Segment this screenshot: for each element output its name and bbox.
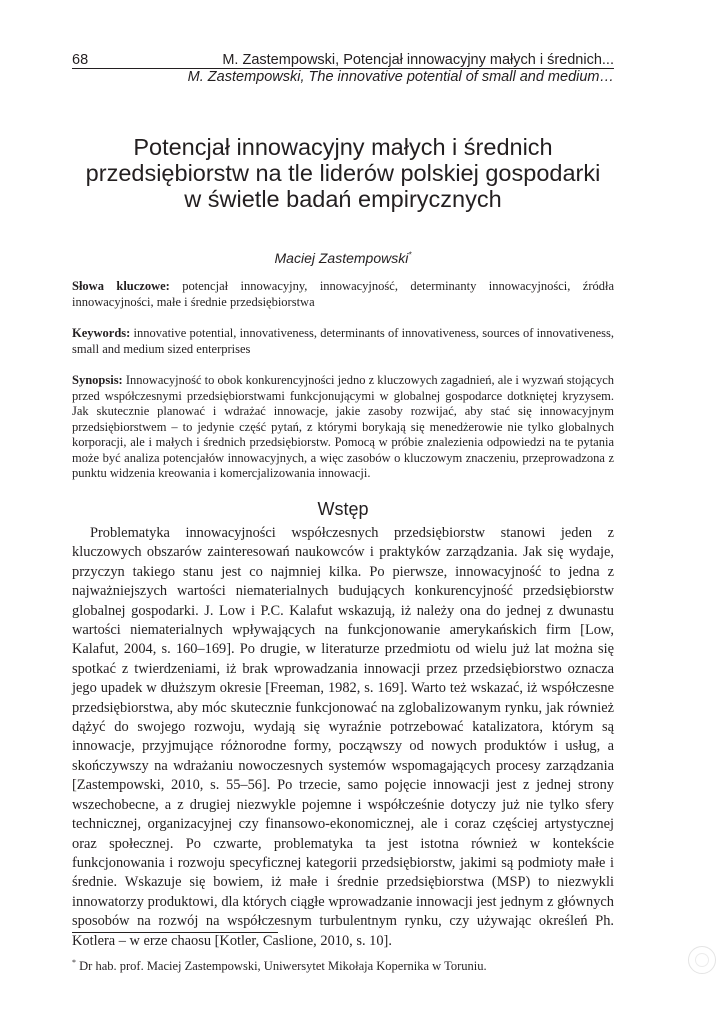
- title-line-3: w świetle badań empirycznych: [184, 186, 502, 212]
- page-number: 68: [72, 52, 89, 68]
- synopsis-label: Synopsis:: [72, 373, 123, 387]
- keywords-english-label: Keywords:: [72, 326, 131, 340]
- section-heading: Wstęp: [317, 499, 369, 519]
- title-line-2: przedsiębiorstw na tle liderów polskiej gospodarki: [85, 160, 601, 186]
- keywords-polish: [72, 279, 614, 310]
- author: [72, 250, 614, 267]
- running-header-polish: M. Zastempowski, Potencjał innowacyjny małych i średnich...: [222, 52, 614, 68]
- footnote: [72, 959, 487, 974]
- keywords-polish-text: potencjał innowacyjny, innowacyjność, determinanty innowacyjności, źródła innowacyjności, małe i średnie przedsiębiorstwa: [72, 279, 614, 309]
- title-line-1: Potencjał innowacyjny małych i średnich: [133, 134, 553, 160]
- footnote-rule: [72, 932, 278, 933]
- footnote-mark: *: [72, 957, 76, 967]
- watermark-stamp-icon: [688, 946, 716, 974]
- keywords-english-text: innovative potential, innovativeness, determinants of innovativeness, sources of innovativeness, small and medium sized enterprises: [72, 326, 614, 356]
- keywords-polish-label: Słowa kluczowe:: [72, 279, 170, 293]
- synopsis-text: Innowacyjność to obok konkurencyjności jedno z kluczowych zagadnień, ale i wyzwań stojących przed współczesnymi przedsiębiorstwami funkcjonującymi w globalnej gospodarce dotkniętej kryzysem. Jak skutecznie planować i wdrażać innowacje, jakie zasoby rozwijać, aby stać się innowacyjnym przedsiębiorstwem – to jedynie część pytań, z którymi borykają się menedżerowie nie tylko globalnych korporacji, ale i małych i średnich przedsiębiorstw. Pomocą w próbie znalezienia odpowiedzi na te pytania może być analiza potencjałów innowacyjnych, a więc zasobów o kluczowym znaczeniu, przeprowadzona z punktu widzenia kreowania i komercjalizowania innowacji.: [72, 373, 614, 480]
- keywords-english: [72, 326, 614, 357]
- running-header-english: M. Zastempowski, The innovative potential of small and medium…: [187, 69, 614, 85]
- author-footnote-mark: *: [408, 250, 412, 260]
- article-title: [72, 134, 614, 212]
- footnote-text: Dr hab. prof. Maciej Zastempowski, Uniwersytet Mikołaja Kopernika w Toruniu.: [79, 959, 487, 973]
- author-name: Maciej Zastempowski: [274, 250, 409, 266]
- synopsis: [72, 373, 614, 482]
- body-text: [72, 524, 614, 951]
- body-paragraph: Problematyka innowacyjności współczesnych przedsiębiorstw stanowi jeden z kluczowych obszarów zainteresowań naukowców i praktyków zarządzania. Jak się wydaje, przyczyn takiego stanu jest co najmniej kilka. Po pierwsze, innowacyjność to jedna z najważniejszych wartości niematerialnych budujących konkurencyjność przedsiębiorstw globalnej gospodarki. J. Low i P.C. Kalafut wskazują, iż należy ona do jednej z dwunastu wartości niematerialnych wpływających na funkcjonowanie amerykańskich firm [Low, Kalafut, 2004, s. 160–169]. Po drugie, w literaturze przedmiotu od wielu już lat można się spotkać z twierdzeniami, iż brak wprowadzania innowacji przez przedsiębiorstwo oznacza jego upadek w dłuższym okresie [Freeman, 1982, s. 169]. Warto też wskazać, iż współczesne przedsiębiorstwa, aby móc skutecznie funkcjonować na zglobalizowanym rynku, jak również dążyć do swojego rozwoju, wydają się wyraźnie potrzebować katalizatora, którym są innowacje, przyjmujące różnorodne formy, począwszy od nowych produktów i usług, a skończywszy na wdrażaniu nowoczesnych systemów wspomagających procesy zarządzania [Zastempowski, 2010, s. 55–56]. Po trzecie, samo pojęcie innowacji jest z jednej strony wszechobecne, a z drugiej niezwykle pojemne i współcześnie dotyczy już nie tylko sfery technicznej, organizacyjnej czy finansowo-ekonomicznej, ale i coraz częściej artystycznej oraz społecznej. Po czwarte, problematyka ta jest istotna również w kontekście funkcjonowania i rozwoju specyficznej kategorii przedsiębiorstw, jakimi są podmioty małe i średnie. Wskazuje się bowiem, iż małe i średnie przedsiębiorstwa (MSP) to niezwykli innowatorzy produktowi, dla których ciągłe wprowadzanie innowacji jest jednym z głównych sposobów na rozwój na współczesnym turbulentnym rynku, czy używając określeń Ph. Kotlera – w erze chaosu [Kotler, Caslione, 2010, s. 10].: [72, 525, 614, 949]
